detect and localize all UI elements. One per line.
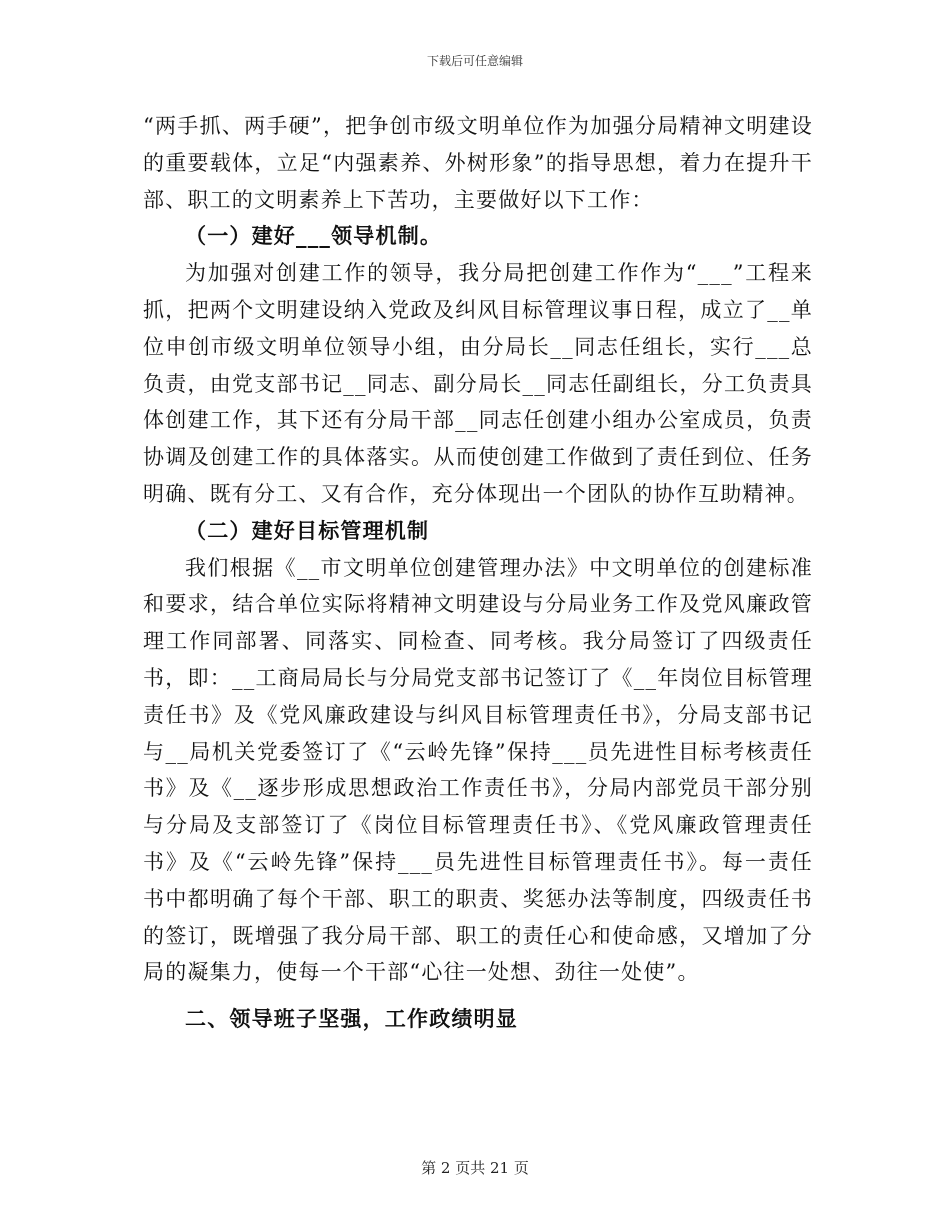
- intro-paragraph: “两手抓、两手硬”，把争创市级文明单位作为加强分局精神文明建设的重要载体，立足“内强素养、外树形象”的指导思想，着力在提升干部、职工的文明素养上下苦功，主要做好以下工作：: [143, 114, 813, 212]
- target-management-paragraph: 我们根据《__市文明单位创建管理办法》中文明单位的创建标准和要求，结合单位实际将精神文明建设与分局业务工作及党风廉政管理工作同部署、同落实、同检查、同考核。我分局签订了四级责任书，即：__工商局局长与分局党支部书记签订了《__年岗位目标管理责任书》及《党风廉政建设与纠风目标管理责任书》，分局支部书记与__局机关党委签订了《“云岭先锋”保持___员先进性目标考核责任书》及《__逐步形成思想政治工作责任书》，分局内部党员干部分别与分局及支部签订了《岗位目标管理责任书》、《党风廉政管理责任书》及《“云岭先锋”保持___员先进性目标管理责任书》。每一责任书中都明确了每个干部、职工的职责、奖惩办法等制度，四级责任书的签订，既增强了我分局干部、职工的责任心和使命感，又增加了分局的凝集力，使每一个干部“心往一处想、劲往一处使”。: [143, 555, 813, 985]
- section-heading-leadership-team: 二、领导班子坚强，工作政绩明显: [185, 1006, 518, 1032]
- document-body: [143, 108, 813, 1038]
- page-number: 第 2 页共 21 页: [421, 1159, 529, 1177]
- section-heading-target-management: （二）建好目标管理机制: [185, 517, 430, 543]
- section-heading-leadership: （一）建好___领导机制。: [185, 223, 443, 249]
- leadership-paragraph: 为加强对创建工作的领导，我分局把创建工作作为“___”工程来抓，把两个文明建设纳入党政及纠风目标管理议事日程，成立了__单位申创市级文明单位领导小组，由分局长__同志任组长，实行___总负责，由党支部书记__同志、副分局长__同志任副组长，分工负责具体创建工作，其下还有分局干部__同志任创建小组办公室成员，负责协调及创建工作的具体落实。从而使创建工作做到了责任到位、任务明确、既有分工、又有合作，充分体现出一个团队的协作互助精神。: [143, 261, 813, 506]
- page-header-note: 下载后可任意编辑: [426, 54, 523, 68]
